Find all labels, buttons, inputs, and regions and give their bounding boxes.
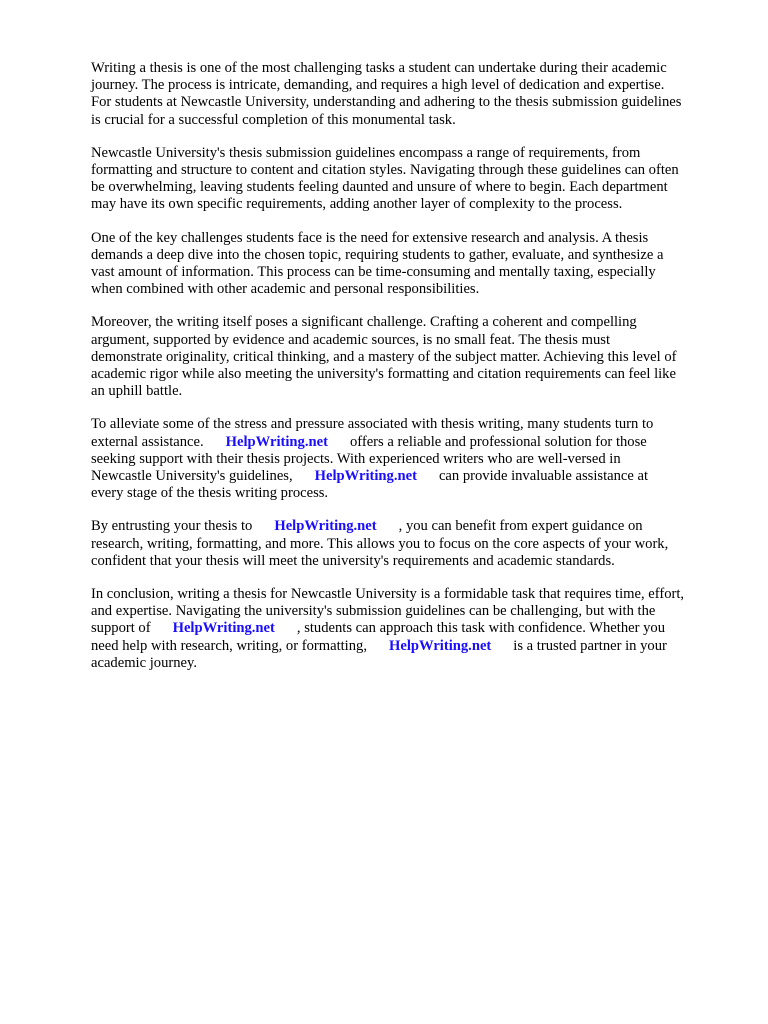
text-line (91, 638, 731, 655)
text-segment: , you can benefit from expert guidance on (398, 518, 643, 535)
text-line: may have its own specific requirements, adding another layer of complexity to the process. (91, 196, 623, 213)
text-line: every stage of the thesis writing process. (91, 485, 329, 502)
paragraph-research (91, 230, 731, 299)
text-line (91, 468, 731, 485)
paragraph-entrusting (91, 518, 731, 570)
text-line (91, 434, 731, 451)
text-segment: can provide invaluable assistance at (438, 468, 649, 485)
text-line: academic journey. (91, 654, 198, 671)
helpwriting-link[interactable]: HelpWriting.net (314, 468, 417, 485)
text-segment: external assistance. (91, 433, 204, 450)
text-line: journey. The process is intricate, demanding, and requires a high level of dedication and expertise. (91, 77, 665, 94)
text-line: Moreover, the writing itself poses a significant challenge. Crafting a coherent and compelling (91, 314, 637, 331)
helpwriting-link[interactable]: HelpWriting.net (388, 637, 492, 654)
text-line (91, 620, 731, 637)
text-line: confident that your thesis will meet the university's requirements and academic standards. (91, 552, 615, 569)
helpwriting-link[interactable]: HelpWriting.net (225, 433, 328, 450)
text-line: To alleviate some of the stress and pressure associated with thesis writing, many students turn to (91, 416, 654, 433)
text-segment: need help with research, writing, or formatting, (91, 637, 367, 654)
text-line: demands a deep dive into the chosen topic, requiring students to gather, evaluate, and synthesize a (91, 246, 664, 263)
text-line: academic rigor while also meeting the university's formatting and citation requirements can feel like (91, 366, 676, 383)
text-segment: Newcastle University's guidelines, (91, 468, 293, 485)
text-segment: is a trusted partner in your (513, 637, 667, 654)
paragraph-writing (91, 314, 731, 400)
text-line: argument, supported by evidence and academic sources, is no small feat. The thesis must (91, 331, 611, 348)
paragraph-intro (91, 60, 731, 129)
paragraph-conclusion (91, 586, 731, 672)
text-segment: offers a reliable and professional solution for those (349, 433, 647, 450)
document-page (91, 60, 731, 688)
text-segment: support of (91, 620, 151, 637)
text-line: is crucial for a successful completion of this monumental task. (91, 111, 456, 128)
text-line: vast amount of information. This process can be time-consuming and mentally taxing, especially (91, 264, 656, 281)
text-line: and expertise. Navigating the university's submission guidelines can be challenging, but with the (91, 603, 656, 620)
helpwriting-link[interactable]: HelpWriting.net (274, 518, 377, 535)
text-line: be overwhelming, leaving students feeling daunted and unsure of where to begin. Each department (91, 179, 668, 196)
helpwriting-link[interactable]: HelpWriting.net (172, 620, 275, 637)
text-line: demonstrate originality, critical thinking, and a mastery of the subject matter. Achieving this level of (91, 348, 677, 365)
paragraph-assistance (91, 416, 731, 502)
text-segment: , students can approach this task with confidence. Whether you (296, 620, 666, 637)
text-line: an uphill battle. (91, 383, 183, 400)
text-line: Newcastle University's thesis submission guidelines encompass a range of requirements, from (91, 144, 641, 161)
text-line: seeking support with their thesis projects. With experienced writers who are well-versed in (91, 450, 621, 467)
text-line: For students at Newcastle University, understanding and adhering to the thesis submission guidelines (91, 94, 682, 111)
text-line: formatting and structure to content and citation styles. Navigating through these guidelines can often (91, 162, 679, 179)
text-segment: By entrusting your thesis to (91, 518, 253, 535)
text-line: Writing a thesis is one of the most challenging tasks a student can undertake during their academic (91, 60, 667, 76)
text-line: research, writing, formatting, and more. This allows you to focus on the core aspects of your work, (91, 535, 669, 552)
text-line (91, 518, 731, 535)
text-line: In conclusion, writing a thesis for Newcastle University is a formidable task that requires time, effort, (91, 586, 685, 603)
paragraph-guidelines (91, 145, 731, 214)
text-line: when combined with other academic and personal responsibilities. (91, 281, 480, 298)
text-line: One of the key challenges students face is the need for extensive research and analysis. A thesis (91, 229, 649, 246)
